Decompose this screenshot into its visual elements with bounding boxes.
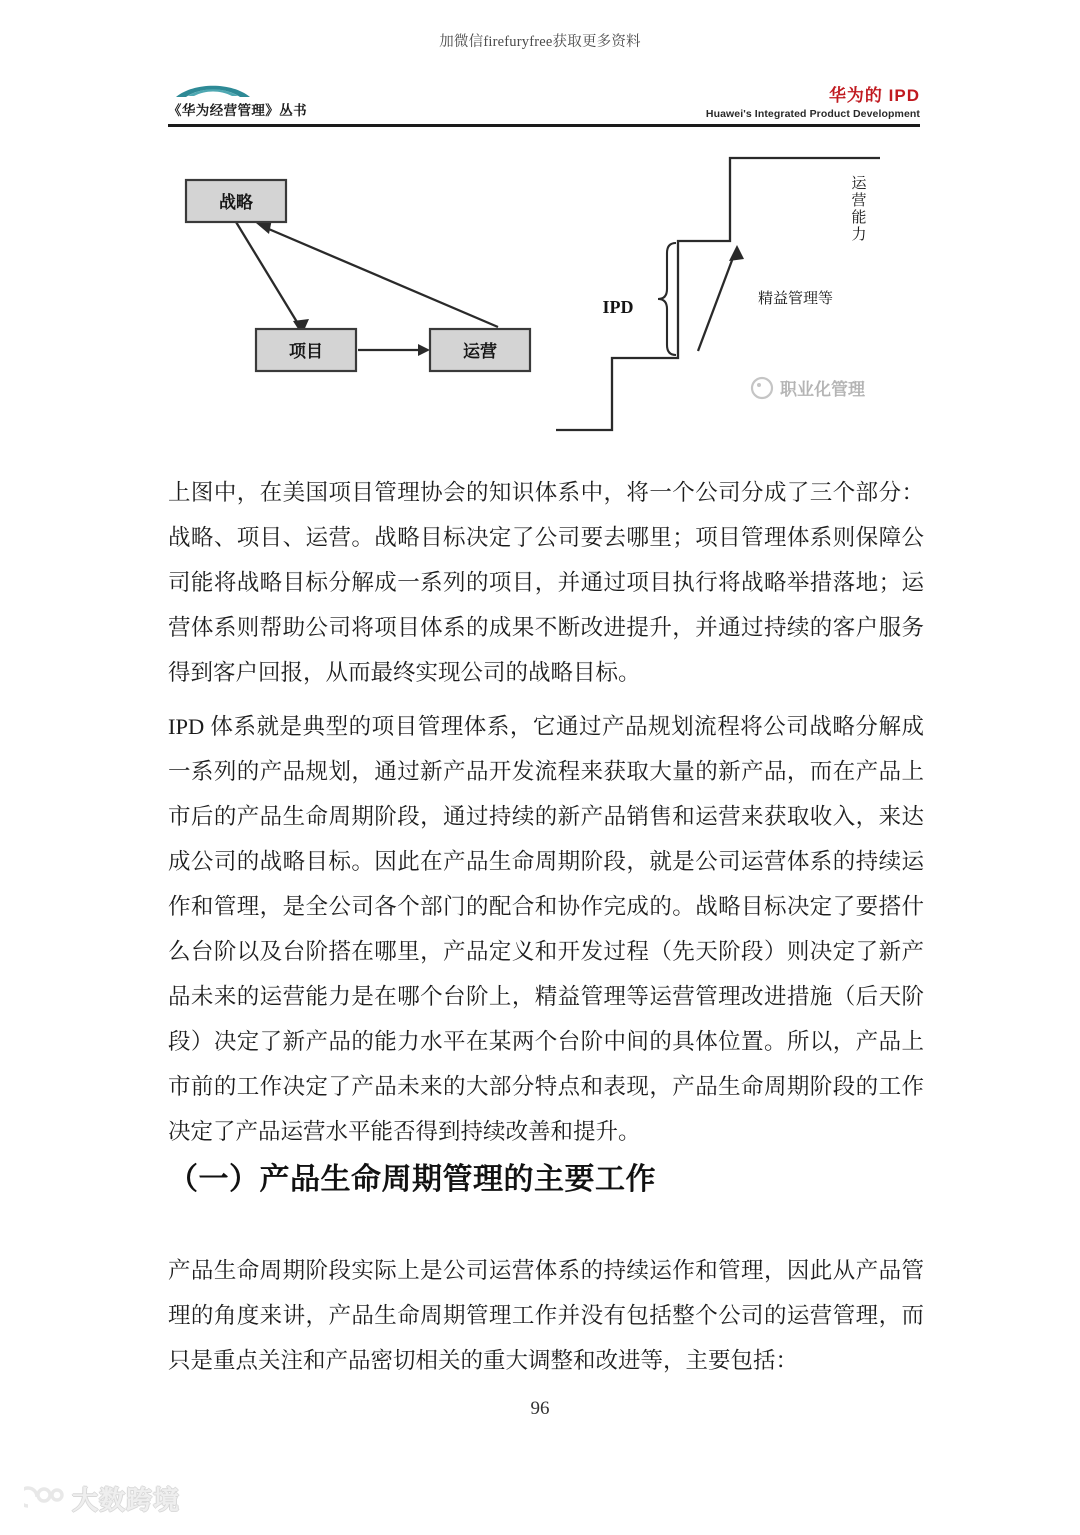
header-left-block [168,78,307,119]
staircase-label-ipd: IPD [602,297,634,317]
figure-watermark-icon [752,378,772,398]
diagram-box-label-project: 项目 [289,342,323,361]
diagram-box-label-strategy: 战略 [219,193,253,212]
bottom-watermark-icon [24,1484,64,1514]
brand-title-cn: 华为的 IPD [828,86,920,105]
brand-subtitle-en: Huawei's Integrated Product Development [705,108,920,120]
top-watermark-text: 加微信firefuryfree获取更多资料 [439,34,641,50]
diagram-box-project [256,329,356,371]
arrow-lean-management [698,245,744,351]
diagram-svg [168,145,920,445]
section-heading: （一）产品生命周期管理的主要工作 [168,1163,656,1196]
arrow-strategy-to-project [236,222,309,335]
mountain-arc-logo-icon [174,78,252,98]
figure-watermark-group [752,378,866,399]
staircase-label-lean-management: 精益管理等 [758,290,834,307]
body-content [168,470,924,1373]
page-number: 96 [530,1398,550,1419]
diagram-box-label-operations: 运营 [463,342,497,361]
arrow-project-to-operations [358,344,430,356]
bottom-watermark-text: 大数跨境 [72,1485,181,1515]
header-right-block [706,81,920,120]
staircase-diagram-group [556,158,880,430]
paragraph-two: IPD 体系就是典型的项目管理体系，它通过产品规划流程将公司战略分解成一系列的产品规划，通过新产品开发流程来获取大量的新产品，而在产品上市后的产品生命周期阶段，通过持续的新产品销售和运营来获取收入，来达成公司的战略目标。因此在产品生命周期阶段，就是公司运营体系的持续运作和管理，是全公司各个部门的配合和协作完成的。战略目标决定了要搭什么台阶以及台阶搭在哪里，产品定义和开发过程（先天阶段）则决定了新产品未来的运营能力是在哪个台阶上，精益管理等运营管理改进措施（后天阶段）决定了新产品的能力水平在某两个台阶中间的具体位置。所以，产品上市前的工作决定了产品未来的大部分特点和表现，产品生命周期阶段的工作决定了产品运营水平能否得到持续改善和提升。 [168,714,924,1144]
staircase-label-operational-capability: 运营能力 [849,175,867,243]
bottom-watermark [24,1480,180,1517]
series-title: 《华为经营管理》丛书 [168,103,307,118]
diagram-box-strategy [186,180,286,222]
figure-watermark-text: 职业化管理 [780,380,865,399]
paragraph-one: 上图中，在美国项目管理协会的知识体系中，将一个公司分成了三个部分：战略、项目、运营。战略目标决定了公司要去哪里；项目管理体系则保障公司能将战略目标分解成一系列的项目，并通过项目执行将战略举措落地；运营体系则帮助公司将项目体系的成果不断改进提升，并通过持续的客户服务得到客户回报，从而最终实现公司的战略目标。 [168,480,924,685]
page-header [168,72,920,122]
arrow-operations-to-strategy [256,219,498,327]
header-divider [168,124,920,127]
ipd-curly-brace-icon [658,243,676,355]
paragraph-three: 产品生命周期阶段实际上是公司运营体系的持续运作和管理，因此从产品管理的角度来讲，产品生命周期管理工作并没有包括整个公司的运营管理，而只是重点关注和产品密切相关的重大调整和改进等，主要包括： [168,1258,924,1373]
diagram-box-operations [430,329,530,371]
figure-diagram [168,145,920,445]
triangle-diagram-group [186,180,530,371]
